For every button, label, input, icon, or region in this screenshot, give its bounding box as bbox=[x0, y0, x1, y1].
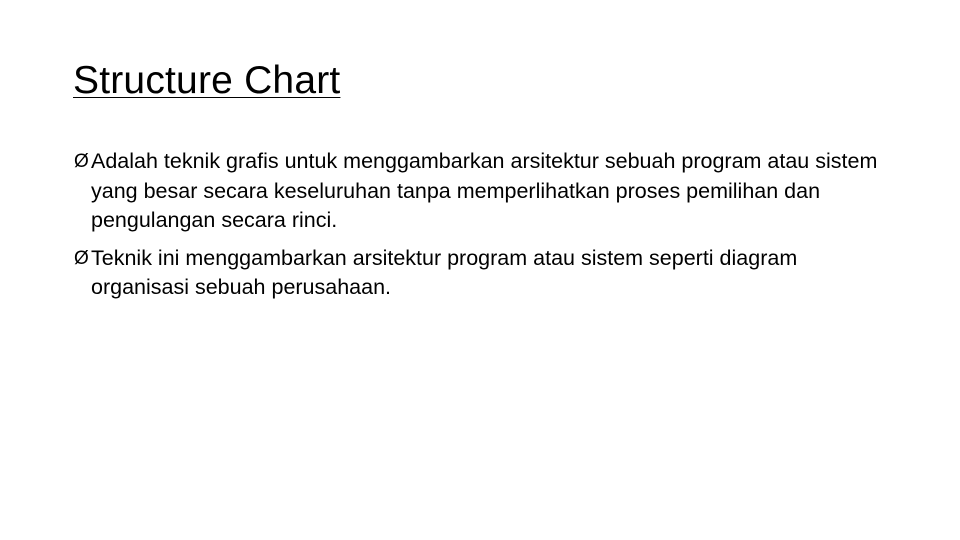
bullet-item-2 bbox=[74, 244, 894, 303]
slide-title: Structure Chart bbox=[73, 59, 341, 102]
arrow-bullet-icon: Ø bbox=[74, 247, 89, 269]
bullet-item-1 bbox=[74, 147, 894, 236]
arrow-bullet-icon: Ø bbox=[74, 151, 89, 172]
bullet-text-1: Adalah teknik grafis untuk menggambarkan arsitektur sebuah program atau sistem yang besar secara keseluruhan tanpa memperlihatkan proses pemilihan dan pengulangan secara rinci. bbox=[91, 149, 878, 232]
bullet-list bbox=[74, 147, 894, 311]
bullet-text-2: Teknik ini menggambarkan arsitektur program atau sistem seperti diagram organisasi sebuah perusahaan. bbox=[91, 245, 798, 299]
